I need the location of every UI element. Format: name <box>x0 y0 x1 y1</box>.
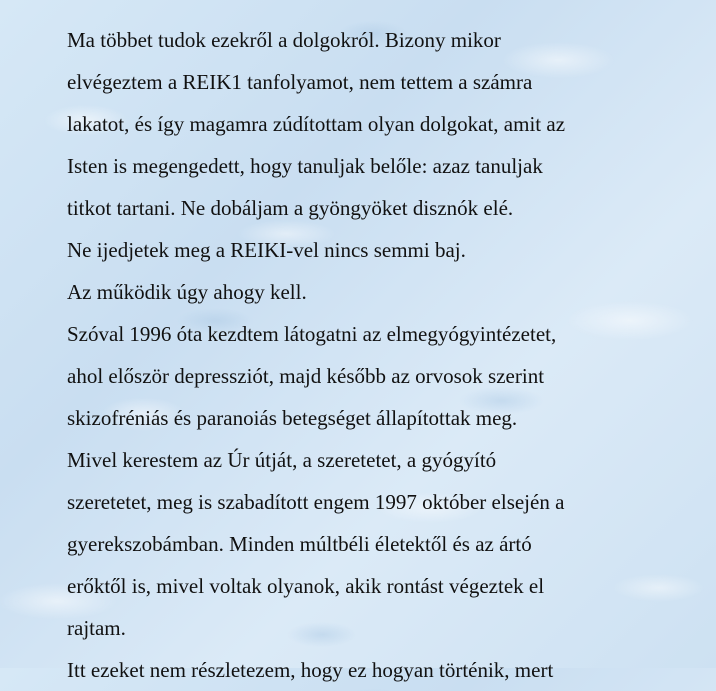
text-line: titkot tartani. Ne dobáljam a gyöngyöket disznók elé. <box>67 196 514 220</box>
text-line: szeretetet, meg is szabadított engem 1997 október elsején a <box>67 490 565 514</box>
document-body <box>67 19 687 691</box>
text-line: Mivel kerestem az Úr útját, a szeretetet, a gyógyító <box>67 448 497 472</box>
text-line: elvégeztem a REIK1 tanfolyamot, nem tettem a számra <box>67 70 533 94</box>
text-line: Szóval 1996 óta kezdtem látogatni az elmegyógyintézetet, <box>67 322 557 346</box>
text-line: rajtam. <box>67 616 126 640</box>
text-line: Isten is megengedett, hogy tanuljak belőle: azaz tanuljak <box>67 154 543 178</box>
text-line: erőktől is, mivel voltak olyanok, akik rontást végeztek el <box>67 574 545 598</box>
text-line: skizofréniás és paranoiás betegséget állapítottak meg. <box>67 406 518 430</box>
text-line: lakatot, és így magamra zúdítottam olyan dolgokat, amit az <box>67 112 566 136</box>
text-line: gyerekszobámban. Minden múltbéli életektől és az ártó <box>67 532 532 556</box>
text-line: Itt ezeket nem részletezem, hogy ez hogyan történik, mert <box>67 658 554 682</box>
text-line: Az működik úgy ahogy kell. <box>67 280 307 304</box>
text-line: Ne ijedjetek meg a REIKI-vel nincs semmi baj. <box>67 238 466 262</box>
text-line: ahol először depressziót, majd később az orvosok szerint <box>67 364 545 388</box>
text-line: Ma többet tudok ezekről a dolgokról. Bizony mikor <box>67 28 501 52</box>
